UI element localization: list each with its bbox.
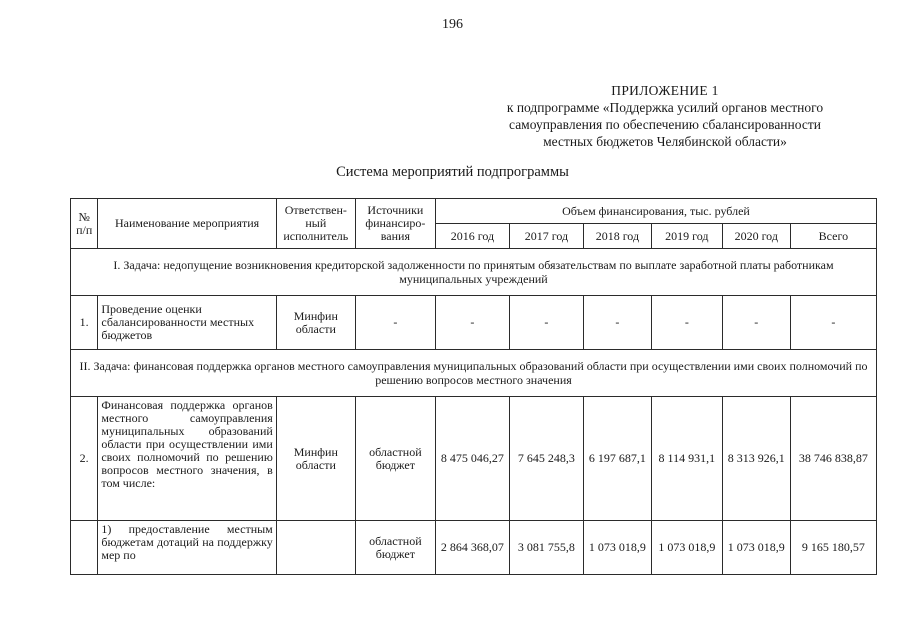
row-total: 38 746 838,87 [790, 397, 876, 521]
row-name: Проведение оценки сбалансированности местных бюджетов [98, 296, 276, 350]
task-1: I. Задача: недопущение возникновения кредиторской задолженности по принятым обязательствам по выплате заработной платы работникам муниципальных учреждений [71, 249, 877, 296]
header-name: Наименование мероприятия [98, 199, 276, 249]
row-value: - [651, 296, 722, 350]
task-row [71, 350, 877, 397]
header-executor: Ответствен-ный исполнитель [276, 199, 355, 249]
header-year: 2018 год [583, 224, 651, 249]
measures-table [70, 198, 877, 575]
row-value: 1 073 018,9 [651, 521, 722, 575]
row-value: 8 475 046,27 [435, 397, 509, 521]
header-sources: Источники финансиро-вания [355, 199, 435, 249]
row-total: - [790, 296, 876, 350]
header-volume: Объем финансирования, тыс. рублей [435, 199, 876, 224]
header-row [71, 199, 877, 224]
row-executor [276, 521, 355, 575]
row-value: 8 313 926,1 [722, 397, 790, 521]
header-year: 2019 год [651, 224, 722, 249]
row-source: - [355, 296, 435, 350]
row-value: 8 114 931,1 [651, 397, 722, 521]
task-row [71, 249, 877, 296]
row-value: - [435, 296, 509, 350]
table-row [71, 296, 877, 350]
row-name: 1) предоставление местным бюджетам дотаций на поддержку мер по [98, 521, 276, 575]
header-year: 2020 год [722, 224, 790, 249]
row-value: 6 197 687,1 [583, 397, 651, 521]
row-executor: Минфин области [276, 296, 355, 350]
header-num: № п/п [71, 199, 98, 249]
row-value: 1 073 018,9 [722, 521, 790, 575]
row-value: 3 081 755,8 [509, 521, 583, 575]
row-name: Финансовая поддержка органов местного самоуправления муниципальных образований области при осуществлении ими своих полномочий по решению вопросов местного значения, в том числе: [98, 397, 276, 521]
table-row [71, 397, 877, 521]
row-executor: Минфин области [276, 397, 355, 521]
header-year: 2017 год [509, 224, 583, 249]
row-source: областной бюджет [355, 397, 435, 521]
row-value: - [722, 296, 790, 350]
row-value: 2 864 368,07 [435, 521, 509, 575]
row-value: - [509, 296, 583, 350]
document-title: Система мероприятий подпрограммы [336, 164, 569, 180]
page-number: 196 [442, 17, 463, 32]
header-year: 2016 год [435, 224, 509, 249]
appendix-line: самоуправления по обеспечению сбалансированности [509, 117, 821, 132]
row-value: 1 073 018,9 [583, 521, 651, 575]
row-num: 1. [71, 296, 98, 350]
row-num [71, 521, 98, 575]
appendix-header [470, 82, 860, 150]
row-num: 2. [71, 397, 98, 521]
appendix-heading: ПРИЛОЖЕНИЕ 1 [611, 83, 719, 98]
row-value: 7 645 248,3 [509, 397, 583, 521]
header-total: Всего [790, 224, 876, 249]
task-2: II. Задача: финансовая поддержка органов местного самоуправления муниципальных образований области при осуществлении ими своих полномочий по решению вопросов местного значения [71, 350, 877, 397]
row-source: областной бюджет [355, 521, 435, 575]
appendix-line: к подпрограмме «Поддержка усилий органов местного [506, 100, 824, 115]
row-value: - [583, 296, 651, 350]
table-row [71, 521, 877, 575]
row-total: 9 165 180,57 [790, 521, 876, 575]
appendix-line: местных бюджетов Челябинской области» [543, 134, 787, 149]
